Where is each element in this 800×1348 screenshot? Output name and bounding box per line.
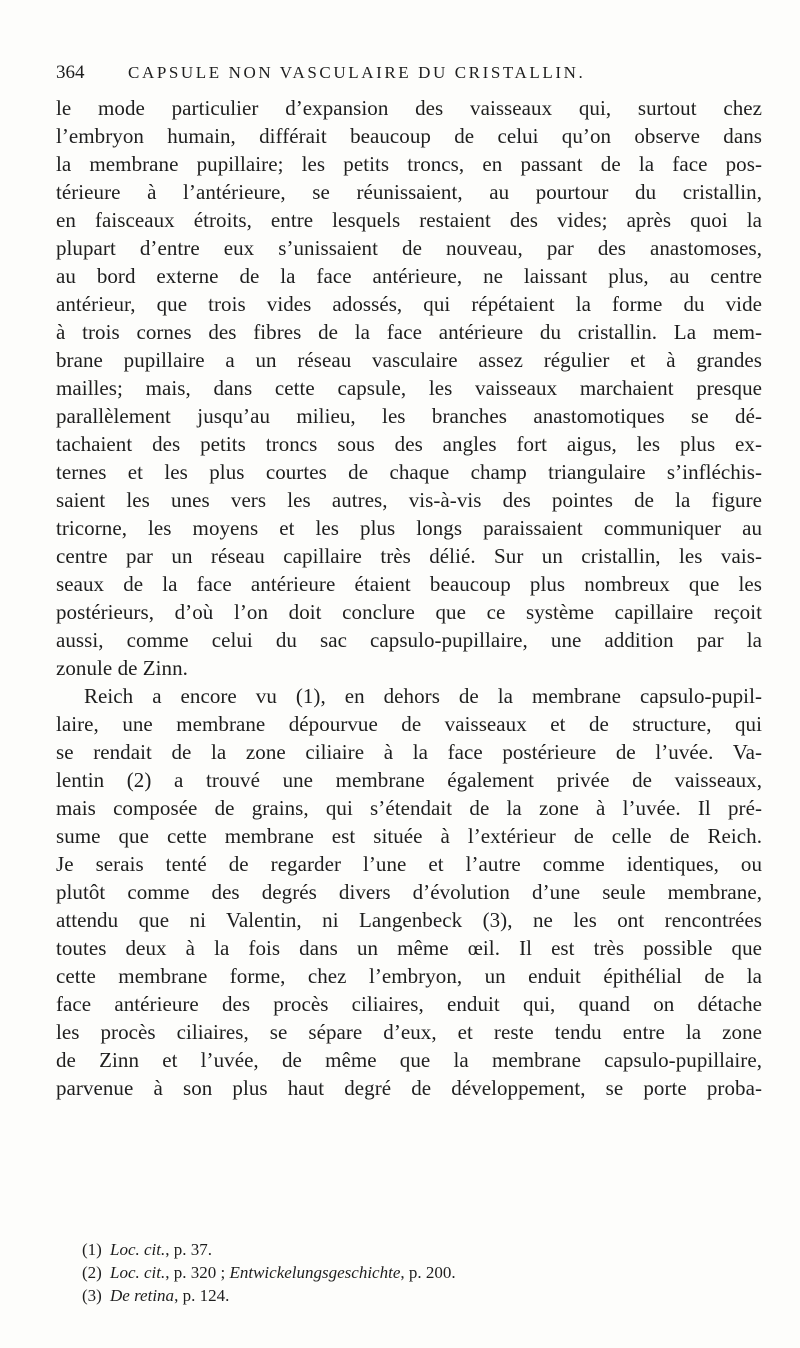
text-line: laire, une membrane dépourvue de vaisseaux et de structure, qui — [56, 712, 762, 736]
body-text — [56, 94, 762, 1102]
text-line: parallèlement jusqu’au milieu, les branches anastomotiques se dé- — [56, 404, 762, 428]
text-line: les procès ciliaires, se sépare d’eux, et reste tendu entre la zone — [56, 1020, 762, 1044]
footnote-citation: Loc. cit. — [110, 1263, 166, 1282]
text-line: aussi, comme celui du sac capsulo-pupillaire, une addition par la — [56, 628, 762, 652]
text-line: toutes deux à la fois dans un même œil. Il est très possible que — [56, 936, 762, 960]
footnote-text: , p. 124. — [174, 1286, 230, 1305]
footnote-citation: De retina — [110, 1286, 175, 1305]
text-line: postérieurs, d’où l’on doit conclure que ce système capillaire reçoit — [56, 600, 762, 624]
footnote-number: (1) — [82, 1240, 102, 1259]
footnote-number: (2) — [82, 1263, 102, 1282]
running-title: CAPSULE NON VASCULAIRE DU CRISTALLIN. — [128, 63, 586, 82]
footnote-text: , p. 37. — [165, 1240, 212, 1259]
text-line: Je serais tenté de regarder l’une et l’autre comme identiques, ou — [56, 852, 762, 876]
page-number: 364 — [56, 62, 85, 83]
footnote-text: , p. 200. — [400, 1263, 456, 1282]
text-line: la membrane pupillaire; les petits troncs, en passant de la face pos- — [56, 152, 762, 176]
text-line: le mode particulier d’expansion des vaisseaux qui, surtout chez — [56, 96, 762, 120]
text-line: plutôt comme des degrés divers d’évolution d’une seule membrane, — [56, 880, 762, 904]
text-line: parvenue à son plus haut degré de développement, se porte proba- — [56, 1076, 762, 1100]
text-line: tachaient des petits troncs sous des angles fort aigus, les plus ex- — [56, 432, 762, 456]
footnote-citation: Entwickelungsgeschichte — [229, 1263, 401, 1282]
text-line: térieure à l’antérieure, se réunissaient, au pourtour du cristallin, — [56, 180, 762, 204]
text-line: Reich a encore vu (1), en dehors de la membrane capsulo-pupil- — [84, 684, 762, 708]
footnote-citation: Loc. cit. — [110, 1240, 166, 1259]
footnote — [82, 1238, 762, 1261]
text-line: cette membrane forme, chez l’embryon, un enduit épithélial de la — [56, 964, 762, 988]
footnote-text: , p. 320 ; — [165, 1263, 230, 1282]
text-line: zonule de Zinn. — [56, 656, 188, 680]
footnotes — [82, 1238, 762, 1307]
text-line: sume que cette membrane est située à l’extérieur de celle de Reich. — [56, 824, 762, 848]
text-line: au bord externe de la face antérieure, ne laissant plus, au centre — [56, 264, 762, 288]
text-line: de Zinn et l’uvée, de même que la membrane capsulo-pupillaire, — [56, 1048, 762, 1072]
text-line: centre par un réseau capillaire très délié. Sur un cristallin, les vais- — [56, 544, 762, 568]
text-line: face antérieure des procès ciliaires, enduit qui, quand on détache — [56, 992, 762, 1016]
text-line: antérieur, que trois vides adossés, qui répétaient la forme du vide — [56, 292, 762, 316]
footnote-number: (3) — [82, 1286, 102, 1305]
text-line: lentin (2) a trouvé une membrane également privée de vaisseaux, — [56, 768, 762, 792]
running-head — [56, 60, 756, 86]
text-line: l’embryon humain, différait beaucoup de celui qu’on observe dans — [56, 124, 762, 148]
footnote — [82, 1261, 762, 1284]
text-line: mailles; mais, dans cette capsule, les vaisseaux marchaient presque — [56, 376, 762, 400]
text-line: seaux de la face antérieure étaient beaucoup plus nombreux que les — [56, 572, 762, 596]
text-line: à trois cornes des fibres de la face antérieure du cristallin. La mem- — [56, 320, 762, 344]
text-line: tricorne, les moyens et les plus longs paraissaient communiquer au — [56, 516, 762, 540]
footnote — [82, 1284, 762, 1307]
text-line: plupart d’entre eux s’unissaient de nouveau, par des anastomoses, — [56, 236, 762, 260]
text-line: attendu que ni Valentin, ni Langenbeck (3), ne les ont rencontrées — [56, 908, 762, 932]
text-line: ternes et les plus courtes de chaque champ triangulaire s’infléchis- — [56, 460, 762, 484]
text-line: mais composée de grains, qui s’étendait de la zone à l’uvée. Il pré- — [56, 796, 762, 820]
text-line: brane pupillaire a un réseau vasculaire assez régulier et à grandes — [56, 348, 762, 372]
text-line: en faisceaux étroits, entre lesquels restaient des vides; après quoi la — [56, 208, 762, 232]
text-line: se rendait de la zone ciliaire à la face postérieure de l’uvée. Va- — [56, 740, 762, 764]
text-line: saient les unes vers les autres, vis-à-vis des pointes de la figure — [56, 488, 762, 512]
